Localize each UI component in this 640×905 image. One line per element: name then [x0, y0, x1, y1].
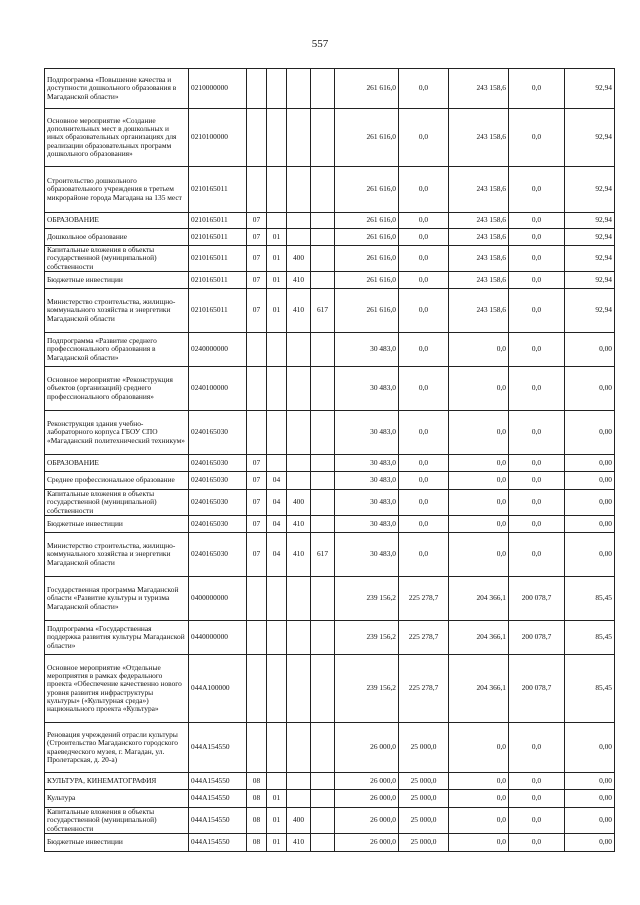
row-value-1: 30 483,0	[335, 455, 399, 472]
row-value-4: 200 078,7	[509, 577, 565, 621]
row-value-1: 26 000,0	[335, 723, 399, 773]
row-code: 0240165030	[189, 455, 247, 472]
row-razdel	[247, 655, 267, 723]
row-code: 0210165011	[189, 272, 247, 289]
row-value-1: 239 156,2	[335, 621, 399, 655]
row-value-3: 0,0	[449, 834, 509, 852]
row-razdel: 07	[247, 229, 267, 246]
row-code: 0210165011	[189, 167, 247, 213]
row-vid: 410	[287, 289, 311, 333]
row-value-2: 25 000,0	[399, 723, 449, 773]
row-razdel	[247, 577, 267, 621]
row-value-2: 25 000,0	[399, 773, 449, 790]
row-name: Реновация учреждений отрасли культуры (Строительство Магаданского городского краеведческого музея, г. Магадан, ул. Пролетарская, д. 20-а)	[45, 723, 189, 773]
row-value-2: 0,0	[399, 246, 449, 272]
table-row	[45, 69, 615, 109]
table-row	[45, 167, 615, 213]
row-percent: 0,00	[565, 834, 615, 852]
row-value-3: 204 366,1	[449, 577, 509, 621]
row-code: 0210165011	[189, 213, 247, 229]
row-value-1: 26 000,0	[335, 834, 399, 852]
row-name: Реконструкция здания учебно-лабораторного корпуса ГБОУ СПО «Магаданский политехнический техникум»	[45, 411, 189, 455]
row-podrazdel: 01	[267, 272, 287, 289]
row-vid	[287, 455, 311, 472]
row-grbs	[311, 808, 335, 834]
row-podrazdel: 01	[267, 834, 287, 852]
row-value-3: 243 158,6	[449, 289, 509, 333]
table-row	[45, 533, 615, 577]
row-razdel	[247, 109, 267, 167]
row-percent: 92,94	[565, 246, 615, 272]
table-row	[45, 834, 615, 852]
row-grbs	[311, 411, 335, 455]
table-row	[45, 411, 615, 455]
row-value-3: 243 158,6	[449, 167, 509, 213]
row-razdel: 07	[247, 246, 267, 272]
table-row	[45, 790, 615, 808]
row-value-1: 261 616,0	[335, 167, 399, 213]
row-razdel: 07	[247, 272, 267, 289]
row-value-1: 30 483,0	[335, 472, 399, 490]
row-value-4: 0,0	[509, 472, 565, 490]
row-razdel: 07	[247, 213, 267, 229]
row-percent: 0,00	[565, 723, 615, 773]
row-grbs	[311, 834, 335, 852]
row-value-3: 243 158,6	[449, 69, 509, 109]
table-row	[45, 773, 615, 790]
row-value-1: 30 483,0	[335, 411, 399, 455]
row-vid: 410	[287, 533, 311, 577]
row-grbs	[311, 272, 335, 289]
row-value-1: 30 483,0	[335, 533, 399, 577]
row-podrazdel	[267, 773, 287, 790]
row-value-4: 0,0	[509, 69, 565, 109]
row-value-3: 0,0	[449, 367, 509, 411]
table-row	[45, 655, 615, 723]
row-percent: 85,45	[565, 577, 615, 621]
row-name: Основное мероприятие «Создание дополнительных мест в дошкольных и иных образовательных организациях для реализации образовательных программ дошкольного образования»	[45, 109, 189, 167]
row-grbs	[311, 655, 335, 723]
row-vid: 400	[287, 808, 311, 834]
row-percent: 92,94	[565, 272, 615, 289]
row-grbs	[311, 109, 335, 167]
row-value-4: 0,0	[509, 490, 565, 516]
row-value-3: 204 366,1	[449, 655, 509, 723]
row-razdel: 07	[247, 455, 267, 472]
row-value-4: 0,0	[509, 367, 565, 411]
row-razdel: 07	[247, 289, 267, 333]
row-value-1: 261 616,0	[335, 69, 399, 109]
row-vid	[287, 773, 311, 790]
row-value-3: 0,0	[449, 790, 509, 808]
row-percent: 0,00	[565, 367, 615, 411]
row-podrazdel	[267, 167, 287, 213]
row-code: 044A154550	[189, 723, 247, 773]
row-value-3: 243 158,6	[449, 109, 509, 167]
row-value-1: 26 000,0	[335, 808, 399, 834]
row-percent: 0,00	[565, 490, 615, 516]
row-value-4: 0,0	[509, 790, 565, 808]
row-podrazdel: 04	[267, 533, 287, 577]
row-podrazdel	[267, 411, 287, 455]
row-value-2: 0,0	[399, 109, 449, 167]
row-value-1: 26 000,0	[335, 773, 399, 790]
row-vid	[287, 411, 311, 455]
row-value-2: 0,0	[399, 533, 449, 577]
row-name: Капитальные вложения в объекты государственной (муниципальной) собственности	[45, 490, 189, 516]
row-value-2: 0,0	[399, 213, 449, 229]
row-razdel: 08	[247, 790, 267, 808]
row-value-2: 0,0	[399, 490, 449, 516]
row-value-2: 0,0	[399, 411, 449, 455]
row-vid: 400	[287, 246, 311, 272]
row-name: Бюджетные инвестиции	[45, 834, 189, 852]
row-name: Среднее профессиональное образование	[45, 472, 189, 490]
row-value-4: 0,0	[509, 533, 565, 577]
row-percent: 85,45	[565, 621, 615, 655]
row-vid	[287, 723, 311, 773]
row-code: 0240000000	[189, 333, 247, 367]
row-value-2: 0,0	[399, 69, 449, 109]
row-grbs	[311, 167, 335, 213]
row-podrazdel	[267, 655, 287, 723]
row-percent: 0,00	[565, 333, 615, 367]
row-name: Министерство строительства, жилищно-коммунального хозяйства и энергетики Магаданской области	[45, 533, 189, 577]
row-vid: 410	[287, 834, 311, 852]
row-podrazdel	[267, 69, 287, 109]
row-grbs	[311, 69, 335, 109]
row-podrazdel	[267, 455, 287, 472]
row-value-1: 261 616,0	[335, 289, 399, 333]
row-vid	[287, 577, 311, 621]
row-value-3: 243 158,6	[449, 229, 509, 246]
row-value-1: 239 156,2	[335, 655, 399, 723]
row-code: 0210165011	[189, 289, 247, 333]
row-razdel: 07	[247, 490, 267, 516]
row-value-1: 261 616,0	[335, 109, 399, 167]
row-value-4: 0,0	[509, 333, 565, 367]
row-grbs	[311, 367, 335, 411]
row-value-1: 261 616,0	[335, 229, 399, 246]
row-percent: 92,94	[565, 109, 615, 167]
row-value-2: 225 278,7	[399, 577, 449, 621]
row-value-2: 25 000,0	[399, 834, 449, 852]
row-name: Капитальные вложения в объекты государственной (муниципальной) собственности	[45, 246, 189, 272]
row-razdel	[247, 167, 267, 213]
row-podrazdel: 01	[267, 790, 287, 808]
row-value-2: 25 000,0	[399, 808, 449, 834]
row-razdel: 08	[247, 834, 267, 852]
row-percent: 0,00	[565, 808, 615, 834]
row-grbs	[311, 213, 335, 229]
table-row	[45, 213, 615, 229]
row-razdel	[247, 411, 267, 455]
row-value-1: 30 483,0	[335, 490, 399, 516]
row-code: 044A154550	[189, 790, 247, 808]
row-vid	[287, 69, 311, 109]
row-value-1: 261 616,0	[335, 246, 399, 272]
row-name: ОБРАЗОВАНИЕ	[45, 213, 189, 229]
row-name: Подпрограмма «Государственная поддержка развития культуры Магаданской области»	[45, 621, 189, 655]
table-row	[45, 109, 615, 167]
row-value-4: 0,0	[509, 167, 565, 213]
row-value-3: 0,0	[449, 773, 509, 790]
row-grbs	[311, 621, 335, 655]
row-grbs	[311, 333, 335, 367]
row-value-4: 0,0	[509, 229, 565, 246]
row-razdel: 07	[247, 516, 267, 533]
row-grbs	[311, 246, 335, 272]
row-value-1: 30 483,0	[335, 333, 399, 367]
row-code: 044A154550	[189, 834, 247, 852]
table-row	[45, 272, 615, 289]
table-row	[45, 455, 615, 472]
row-value-3: 0,0	[449, 411, 509, 455]
row-vid	[287, 367, 311, 411]
row-vid	[287, 790, 311, 808]
page-number: 557	[311, 38, 329, 50]
row-name: Основное мероприятие «Реконструкция объектов (организаций) среднего профессионального образования»	[45, 367, 189, 411]
row-code: 0240165030	[189, 411, 247, 455]
row-value-4: 0,0	[509, 808, 565, 834]
row-value-4: 0,0	[509, 834, 565, 852]
budget-table	[44, 68, 615, 852]
row-code: 0240165030	[189, 533, 247, 577]
row-podrazdel	[267, 621, 287, 655]
table-row	[45, 246, 615, 272]
row-code: 0210100000	[189, 109, 247, 167]
row-value-3: 0,0	[449, 533, 509, 577]
table-row	[45, 516, 615, 533]
row-grbs	[311, 773, 335, 790]
row-value-4: 0,0	[509, 516, 565, 533]
row-name: Капитальные вложения в объекты государственной (муниципальной) собственности	[45, 808, 189, 834]
row-razdel	[247, 621, 267, 655]
row-value-1: 261 616,0	[335, 213, 399, 229]
row-code: 0210000000	[189, 69, 247, 109]
row-grbs	[311, 516, 335, 533]
row-percent: 92,94	[565, 289, 615, 333]
row-value-2: 0,0	[399, 367, 449, 411]
row-grbs	[311, 790, 335, 808]
row-value-3: 0,0	[449, 455, 509, 472]
row-vid	[287, 229, 311, 246]
row-percent: 92,94	[565, 213, 615, 229]
row-percent: 0,00	[565, 790, 615, 808]
row-code: 0240165030	[189, 490, 247, 516]
row-podrazdel: 01	[267, 229, 287, 246]
row-code: 044A154550	[189, 773, 247, 790]
row-grbs: 617	[311, 533, 335, 577]
table-row	[45, 229, 615, 246]
row-grbs	[311, 472, 335, 490]
table-row	[45, 621, 615, 655]
row-podrazdel	[267, 577, 287, 621]
row-podrazdel	[267, 109, 287, 167]
table-row	[45, 577, 615, 621]
row-name: КУЛЬТУРА, КИНЕМАТОГРАФИЯ	[45, 773, 189, 790]
row-code: 0440000000	[189, 621, 247, 655]
row-value-1: 30 483,0	[335, 367, 399, 411]
row-percent: 0,00	[565, 455, 615, 472]
row-percent: 92,94	[565, 69, 615, 109]
row-code: 0240165030	[189, 516, 247, 533]
row-vid: 410	[287, 516, 311, 533]
table-row	[45, 333, 615, 367]
row-razdel: 07	[247, 472, 267, 490]
row-podrazdel	[267, 367, 287, 411]
row-value-3: 0,0	[449, 472, 509, 490]
row-podrazdel: 04	[267, 516, 287, 533]
row-razdel	[247, 333, 267, 367]
row-percent: 0,00	[565, 533, 615, 577]
row-razdel	[247, 69, 267, 109]
row-razdel	[247, 367, 267, 411]
row-value-3: 0,0	[449, 490, 509, 516]
row-name: Министерство строительства, жилищно-коммунального хозяйства и энергетики Магаданской области	[45, 289, 189, 333]
row-value-4: 0,0	[509, 773, 565, 790]
row-value-3: 243 158,6	[449, 272, 509, 289]
row-podrazdel: 04	[267, 490, 287, 516]
row-value-2: 0,0	[399, 272, 449, 289]
row-value-3: 204 366,1	[449, 621, 509, 655]
row-value-2: 0,0	[399, 289, 449, 333]
row-value-4: 0,0	[509, 109, 565, 167]
row-razdel: 07	[247, 533, 267, 577]
row-name: Подпрограмма «Развитие среднего профессионального образования в Магаданской области»	[45, 333, 189, 367]
row-value-4: 0,0	[509, 213, 565, 229]
row-podrazdel	[267, 333, 287, 367]
row-value-3: 0,0	[449, 808, 509, 834]
row-value-2: 0,0	[399, 472, 449, 490]
row-name: Основное мероприятие «Отдельные мероприятия в рамках федерального проекта «Обеспечение качественно нового уровня развития инфраструктуры культуры» («Культурная среда») национального проекта «Культура»	[45, 655, 189, 723]
row-grbs	[311, 490, 335, 516]
row-podrazdel	[267, 213, 287, 229]
row-value-2: 225 278,7	[399, 655, 449, 723]
row-name: Подпрограмма «Повышение качества и доступности дошкольного образования в Магаданской области»	[45, 69, 189, 109]
table-row	[45, 490, 615, 516]
table-row	[45, 367, 615, 411]
row-value-4: 0,0	[509, 289, 565, 333]
row-code: 044A154550	[189, 808, 247, 834]
row-percent: 0,00	[565, 411, 615, 455]
row-value-4: 0,0	[509, 411, 565, 455]
row-value-2: 0,0	[399, 229, 449, 246]
row-value-4: 200 078,7	[509, 621, 565, 655]
row-grbs	[311, 455, 335, 472]
row-code: 0210165011	[189, 229, 247, 246]
row-value-3: 0,0	[449, 333, 509, 367]
row-percent: 0,00	[565, 516, 615, 533]
row-name: Бюджетные инвестиции	[45, 272, 189, 289]
row-vid: 400	[287, 490, 311, 516]
row-code: 0240100000	[189, 367, 247, 411]
row-name: Культура	[45, 790, 189, 808]
row-value-1: 261 616,0	[335, 272, 399, 289]
table-row	[45, 472, 615, 490]
row-value-1: 30 483,0	[335, 516, 399, 533]
row-value-4: 0,0	[509, 723, 565, 773]
row-grbs: 617	[311, 289, 335, 333]
row-percent: 0,00	[565, 472, 615, 490]
row-percent: 92,94	[565, 167, 615, 213]
row-value-2: 225 278,7	[399, 621, 449, 655]
row-value-2: 0,0	[399, 516, 449, 533]
row-podrazdel: 01	[267, 289, 287, 333]
row-value-3: 0,0	[449, 723, 509, 773]
row-value-4: 200 078,7	[509, 655, 565, 723]
table-row	[45, 289, 615, 333]
row-podrazdel: 01	[267, 246, 287, 272]
row-vid: 410	[287, 272, 311, 289]
row-podrazdel: 01	[267, 808, 287, 834]
row-value-3: 243 158,6	[449, 246, 509, 272]
row-value-3: 243 158,6	[449, 213, 509, 229]
row-value-3: 0,0	[449, 516, 509, 533]
row-code: 044A100000	[189, 655, 247, 723]
row-name: Государственная программа Магаданской области «Развитие культуры и туризма Магаданской области»	[45, 577, 189, 621]
row-podrazdel	[267, 723, 287, 773]
row-razdel: 08	[247, 773, 267, 790]
row-value-2: 0,0	[399, 333, 449, 367]
row-vid	[287, 213, 311, 229]
row-value-1: 26 000,0	[335, 790, 399, 808]
row-value-2: 25 000,0	[399, 790, 449, 808]
row-vid	[287, 167, 311, 213]
row-name: Строительство дошкольного образовательного учреждения в третьем микрорайоне города Магадана на 135 мест	[45, 167, 189, 213]
row-name: Дошкольное образование	[45, 229, 189, 246]
row-vid	[287, 621, 311, 655]
row-vid	[287, 333, 311, 367]
row-razdel	[247, 723, 267, 773]
row-code: 0400000000	[189, 577, 247, 621]
row-percent: 85,45	[565, 655, 615, 723]
row-percent: 92,94	[565, 229, 615, 246]
row-value-2: 0,0	[399, 455, 449, 472]
row-grbs	[311, 229, 335, 246]
table-row	[45, 808, 615, 834]
row-razdel: 08	[247, 808, 267, 834]
row-name: Бюджетные инвестиции	[45, 516, 189, 533]
row-vid	[287, 655, 311, 723]
row-value-1: 239 156,2	[335, 577, 399, 621]
row-grbs	[311, 723, 335, 773]
row-name: ОБРАЗОВАНИЕ	[45, 455, 189, 472]
table-row	[45, 723, 615, 773]
row-value-4: 0,0	[509, 246, 565, 272]
row-percent: 0,00	[565, 773, 615, 790]
row-vid	[287, 109, 311, 167]
row-grbs	[311, 577, 335, 621]
row-code: 0240165030	[189, 472, 247, 490]
row-value-2: 0,0	[399, 167, 449, 213]
row-value-4: 0,0	[509, 272, 565, 289]
row-podrazdel: 04	[267, 472, 287, 490]
row-value-4: 0,0	[509, 455, 565, 472]
row-code: 0210165011	[189, 246, 247, 272]
row-vid	[287, 472, 311, 490]
